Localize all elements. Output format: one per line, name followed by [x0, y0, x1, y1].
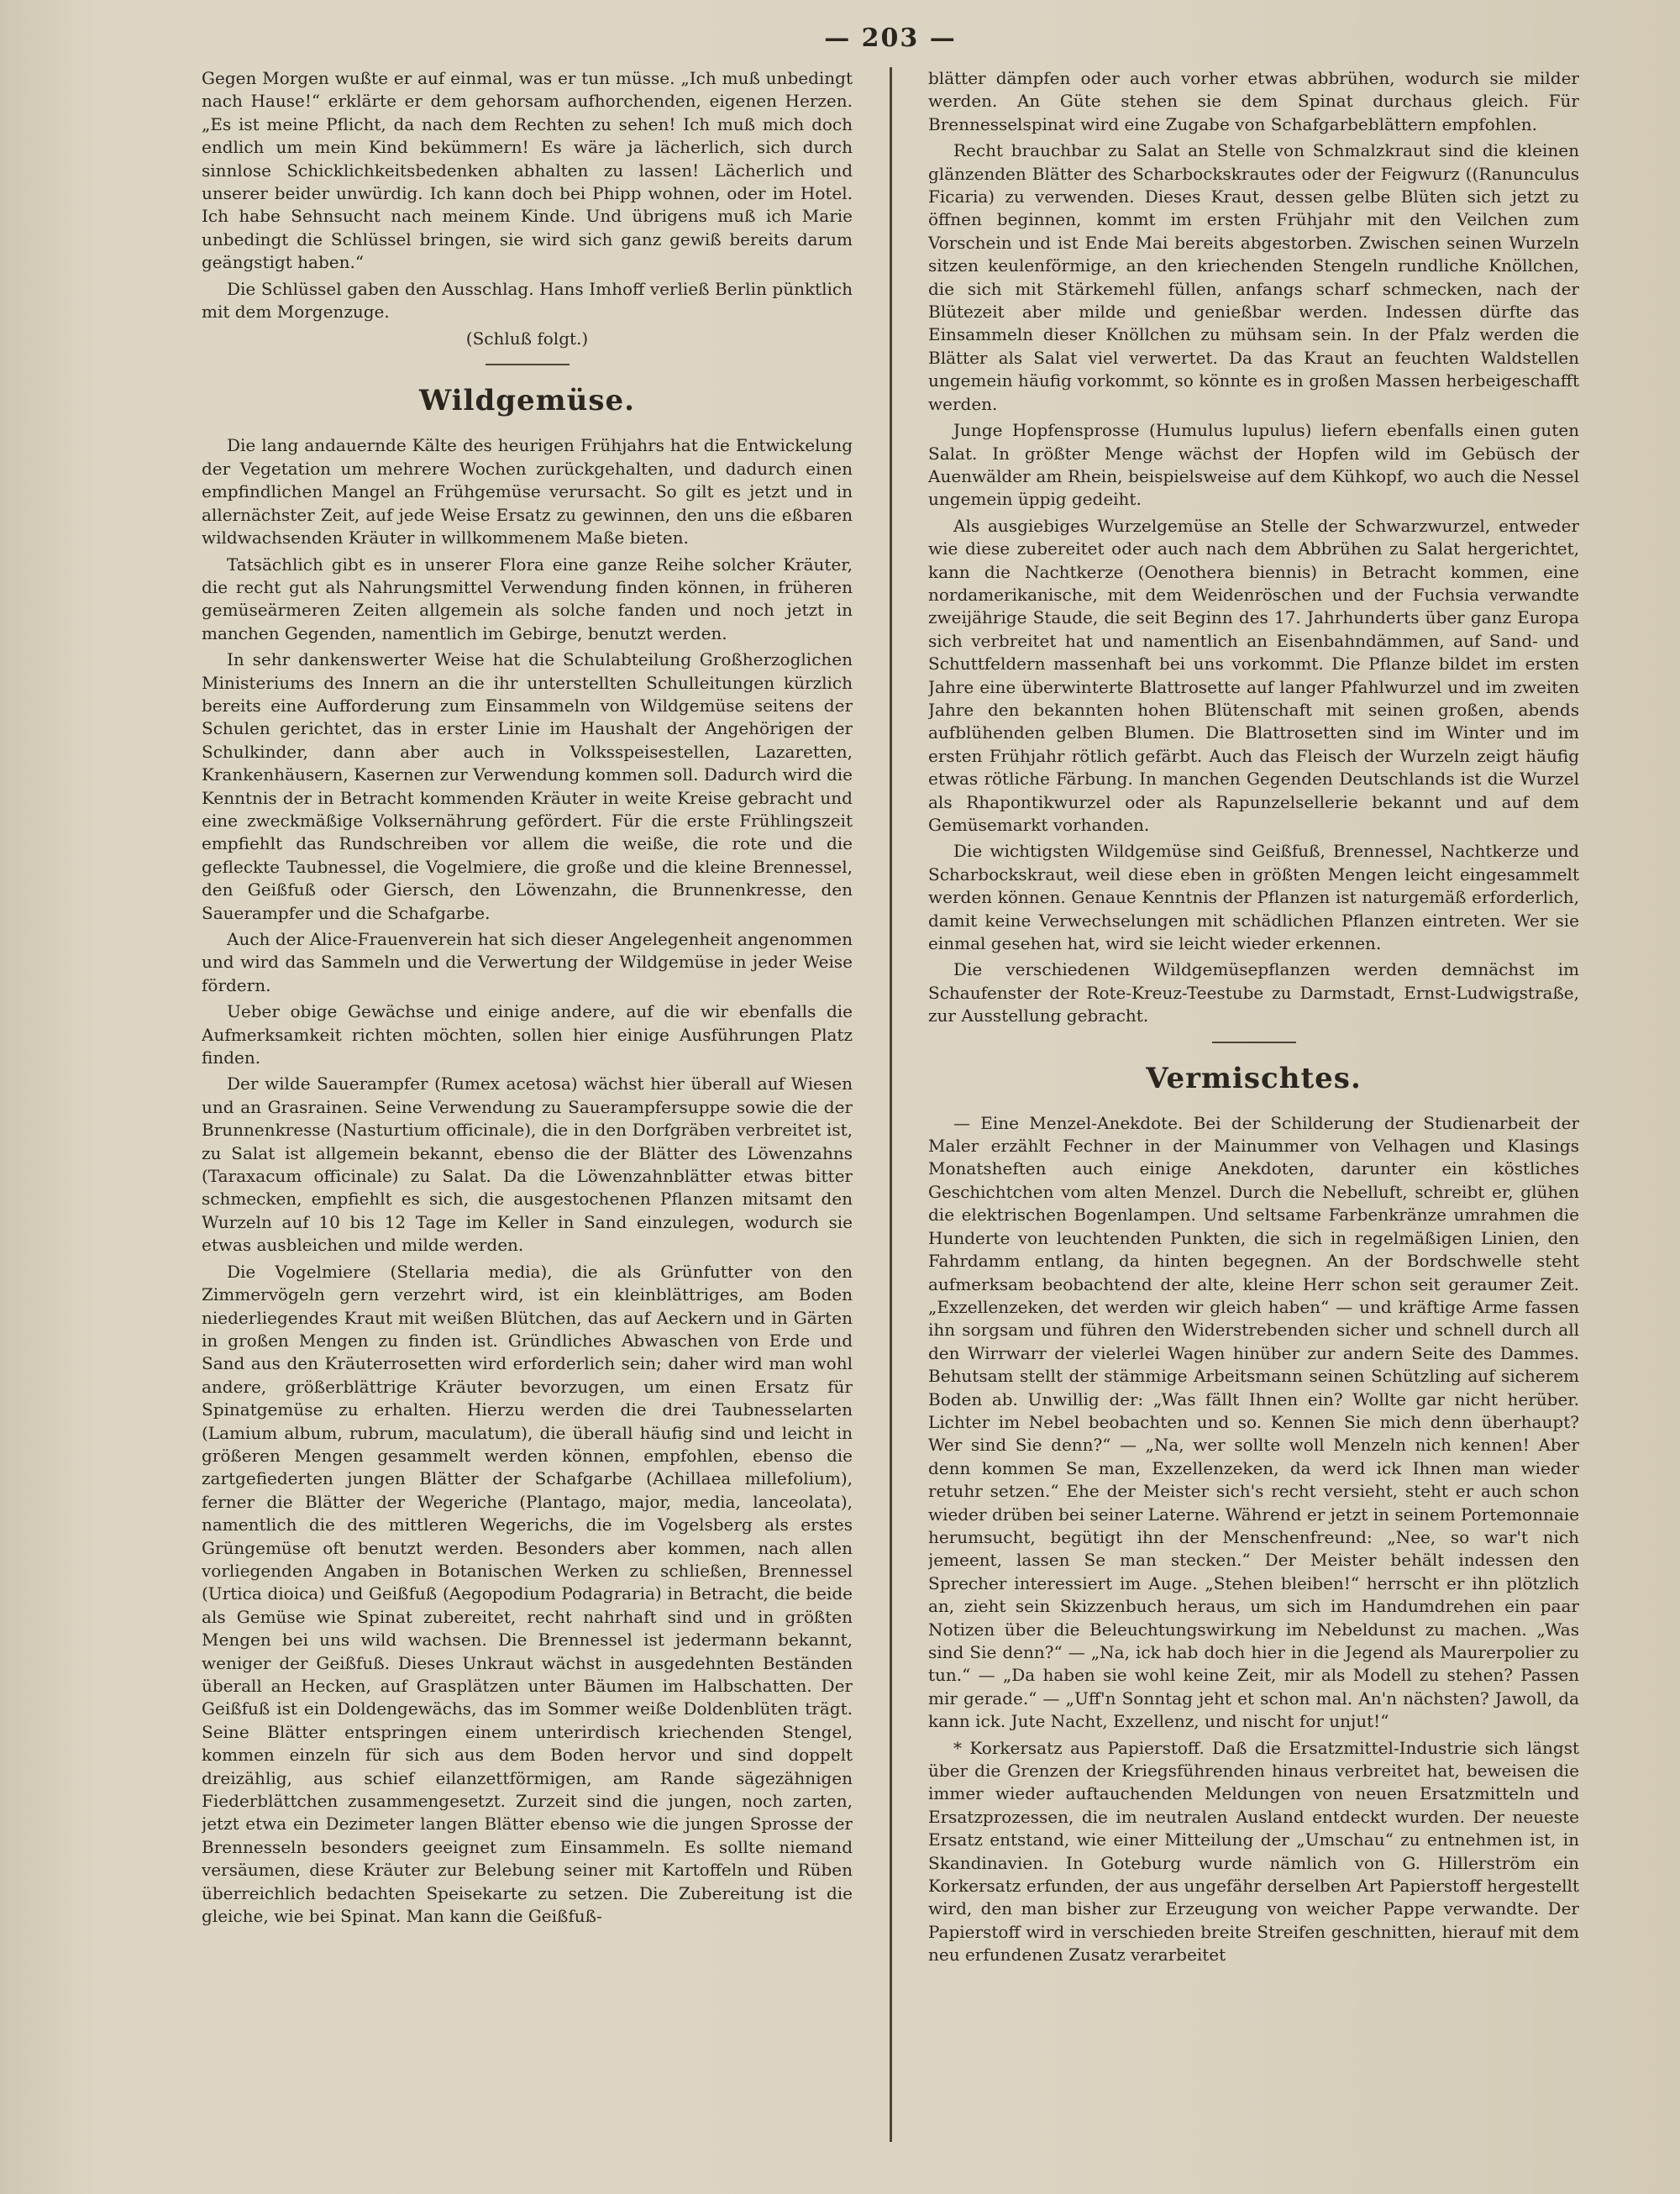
- article-paragraph: Der wilde Sauerampfer (Rumex acetosa) wächst hier überall auf Wiesen und an Grasrainen. Seine Verwendung zu Sauerampfersuppe sowie die der Brunnenkresse (Nasturtium officinale), die in den Dorfgräben verbreitet ist, zu Salat ist allgemein bekannt, ebenso die der Blätter des Löwenzahns (Taraxacum officinale) zu Salat. Da die Löwenzahnblätter etwas bitter schmecken, empfiehlt es sich, die ausgestochenen Pflanzen mitsamt den Wurzeln auf 10 bis 12 Tage im Keller in Sand einzulegen, wodurch sie etwas ausbleichen und milde werden.: [202, 1073, 853, 1256]
- column-divider: [890, 67, 892, 2142]
- article-paragraph: Die lang andauernde Kälte des heurigen Frühjahrs hat die Entwickelung der Vegetation um mehrere Wochen zurückgehalten, und dadurch einen empfindlichen Mangel an Frühgemüse verursacht. So gilt es jetzt und in allernächster Zeit, auf jede Weise Ersatz zu gewinnen, den uns die eßbaren wildwachsenden Kräuter in willkommenem Maße bieten.: [202, 435, 853, 548]
- page-number: — 203 —: [824, 24, 957, 53]
- left-column: [202, 67, 853, 2150]
- article-paragraph: Die wichtigsten Wildgemüse sind Geißfuß, Brennessel, Nachtkerze und Scharbockskraut, weil diese eben in größten Mengen leicht eingesammelt werden können. Genaue Kenntnis der Pflanzen ist naturgemäß erforderlich, damit keine Verwechselungen mit schädlichen Pflanzen eintreten. Wer sie einmal gesehen hat, wird sie leicht wieder erkennen.: [928, 841, 1579, 954]
- article-paragraph: blätter dämpfen oder auch vorher etwas abbrühen, wodurch sie milder werden. An Güte stehen sie dem Spinat durchaus gleich. Für Brennesselspinat wird eine Zugabe von Schafgarbeblättern empfohlen.: [928, 68, 1579, 134]
- article-paragraph: Recht brauchbar zu Salat an Stelle von Schmalzkraut sind die kleinen glänzenden Blätter des Scharbockskrautes oder der Feigwurz ((Ranunculus Ficaria) zu verwenden. Dieses Kraut, dessen gelbe Blüten sich jetzt zu öffnen beginnen, kommt im ersten Frühjahr mit den Veilchen zum Vorschein und ist Ende Mai bereits abgestorben. Zwischen seinen Wurzeln sitzen keulenförmige, an den kriechenden Stengeln rundliche Knöllchen, die sich mit Stärkemehl füllen, anfangs scharf schmecken, nach der Blütezeit aber milde und genießbar werden. Indessen dürfte das Einsammeln dieser Knöllchen zu mühsam sein. In der Pfalz werden die Blätter als Salat viel verwertet. Da das Kraut an feuchten Waldstellen ungemein häufig vorkommt, so könnte es in großen Massen herbeigeschafft werden.: [928, 140, 1579, 414]
- article-title: Wildgemüse.: [419, 384, 635, 418]
- columns: [202, 67, 1579, 2150]
- story-paragraph: Die Schlüssel gaben den Ausschlag. Hans Imhoff verließ Berlin pünktlich mit dem Morgenzuge.: [202, 278, 853, 323]
- article-paragraph: Auch der Alice-Frauenverein hat sich dieser Angelegenheit angenommen und wird das Sammeln und die Verwertung der Wildgemüse in jeder Weise fördern.: [202, 929, 853, 995]
- article-paragraph: Tatsächlich gibt es in unserer Flora eine ganze Reihe solcher Kräuter, die recht gut als Nahrungsmittel Verwendung finden können, in früheren gemüseärmeren Zeiten allgemein als solche fanden und noch jetzt in manchen Gegenden, namentlich im Gebirge, benutzt werden.: [202, 554, 853, 643]
- continuation-note: (Schluß folgt.): [465, 328, 589, 349]
- article-paragraph: Als ausgiebiges Wurzelgemüse an Stelle der Schwarzwurzel, entweder wie diese zubereitet oder auch nach dem Abbrühen zu Salat hergerichtet, kann die Nachtkerze (Oenothera biennis) in Betracht kommen, eine nordamerikanische, mit dem Weidenröschen und der Fuchsia verwandte zweijährige Staude, die seit Beginn des 17. Jahrhunderts über ganz Europa sich verbreitet hat und namentlich an Eisenbahndämmen, auf Sand- und Schuttfeldern massenhaft bei uns vorkommt. Die Pflanze bildet im ersten Jahre eine überwinterte Blattrosette auf langer Pfahlwurzel und im zweiten Jahre den bekannten hohen Blütenschaft mit seinen großen, abends aufblühenden gelben Blumen. Die Blattrosetten sind im Winter und im ersten Frühjahr rötlich gefärbt. Auch das Fleisch der Wurzeln zeigt häufig etwas rötliche Färbung. In manchen Gegenden Deutschlands ist die Wurzel als Rhapontikwurzel oder als Rapunzelsellerie bekannt und auf dem Gemüsemarkt vorhanden.: [928, 515, 1579, 835]
- right-column: [928, 67, 1579, 2150]
- section-title: Vermischtes.: [1146, 1061, 1362, 1095]
- article-paragraph: Die verschiedenen Wildgemüsepflanzen werden demnächst im Schaufenster der Rote-Kreuz-Teestube zu Darmstadt, Ernst-Ludwigstraße, zur Ausstellung gebracht.: [928, 959, 1579, 1026]
- story-paragraph: Gegen Morgen wußte er auf einmal, was er tun müsse. „Ich muß unbedingt nach Hause!“ erklärte er dem gehorsam aufhorchenden, eigenen Herzen. „Es ist meine Pflicht, da nach dem Rechten zu sehen! Ich muß mich doch endlich um mein Kind bekümmern! Es wäre ja lächerlich, sich durch sinnlose Schicklichkeitsbedenken abhalten zu lassen! Lächerlich und unserer beider unwürdig. Ich kann doch bei Phipp wohnen, oder im Hotel. Ich habe Sehnsucht nach meinem Kinde. Und übrigens muß ich Marie unbedingt die Schlüssel bringen, sie wird sich ganz gewiß bereits darum geängstigt haben.“: [202, 68, 853, 273]
- miscellany-paragraph: — Eine Menzel-Anekdote. Bei der Schilderung der Studienarbeit der Maler erzählt Fechner in der Mainummer von Velhagen und Klasings Monatsheften auch einige Anekdoten, darunter ein köstliches Geschichtchen vom alten Menzel. Durch die Nebelluft, schreibt er, glühen die elektrischen Bogenlampen. Und seltsame Farbenkränze umrahmen die Hunderte von leuchtenden Punkten, die sich in regelmäßigen Linien, den Fahrdamm entlang, da hinten begegnen. An der Bordschwelle steht aufmerksam beobachtend der alte, kleine Herr schon seit geraumer Zeit. „Exzellenzeken, det werden wir gleich haben“ — und kräftige Arme fassen ihn sorgsam und führen den Widerstrebenden sicher und schnell durch all den Wirrwarr der vielerlei Wagen hinüber zur andern Seite des Dammes. Behutsam stellt der stämmige Arbeitsmann seinen Schützling auf sicherem Boden ab. Unwillig der: „Was fällt Ihnen ein? Wollte gar nicht herüber. Lichter im Nebel beobachten und so. Kennen Sie mich denn überhaupt? Wer sind Sie denn?“ — „Na, wer sollte woll Menzeln nich kennen! Aber denn kommen Se man, Exzellenzeken, da werd ick Ihnen man wieder retuhr setzen.“ Ehe der Meister sich's recht versieht, steht er auch schon wieder drüben bei seiner Laterne. Während er jetzt in seinem Portemonnaie herumsucht, begütigt ihn der Menschenfreund: „Nee, so war't nich jemeent, lassen Se man stecken.“ Der Meister behält indessen den Sprecher interessiert im Auge. „Stehen bleiben!“ herrscht er ihn plötzlich an, zieht sein Skizzenbuch heraus, um sich im Handumdrehen ein paar Notizen über die Beleuchtungswirkung im Nebeldunst zu machen. „Was sind Sie denn?“ — „Na, ick hab doch hier in die Jegend als Maurerpolier zu tun.“ — „Da haben sie wohl keine Zeit, mir als Modell zu stehen? Passen mir gerade.“ — „Uff'n Sonntag jeht et schon mal. An'n nächsten? Jawoll, da kann ick. Jute Nacht, Exzellenz, und nischt for unjut!“: [928, 1112, 1579, 1732]
- miscellany-paragraph: * Korkersatz aus Papierstoff. Daß die Ersatzmittel-Industrie sich längst über die Grenzen der Kriegsführenden hinaus verbreitet hat, beweisen die immer wieder auftauchenden Meldungen von neuen Ersatzmitteln und Ersatzprozessen, die im neutralen Ausland entdeckt wurden. Der neueste Ersatz entstand, wie einer Mitteilung der „Umschau“ zu entnehmen ist, in Skandinavien. In Goteburg wurde nämlich von G. Hillerström ein Korkersatz erfunden, der aus ungefähr derselben Art Papierstoff hergestellt wird, den man bisher zur Erzeugung von weicher Pappe verwandte. Der Papierstoff wird in verschieden breite Streifen geschnitten, hierauf mit dem neu erfundenen Zusatz verarbeitet: [928, 1737, 1579, 1966]
- article-paragraph: Ueber obige Gewächse und einige andere, auf die wir ebenfalls die Aufmerksamkeit richten möchten, sollen hier einige Ausführungen Platz finden.: [202, 1001, 853, 1068]
- article-paragraph: In sehr dankenswerter Weise hat die Schulabteilung Großherzoglichen Ministeriums des Innern an die ihr unterstellten Schulleitungen kürzlich bereits eine Aufforderung zum Einsammeln von Wildgemüse seitens der Schulen gerichtet, das in erster Linie im Haushalt der Angehörigen der Schulkinder, dann aber auch in Volksspeisestellen, Lazaretten, Krankenhäusern, Kasernen zur Verwendung kommen soll. Dadurch wird die Kenntnis der in Betracht kommenden Kräuter in weite Kreise gebracht und eine zweckmäßige Volksernährung gefördert. Für die erste Frühlingszeit empfiehlt das Rundschreiben vor allem die weiße, die rote und die gefleckte Taubnessel, die Vogelmiere, die große und die kleine Brennessel, den Geißfuß oder Giersch, den Löwenzahn, die Brunnenkresse, den Sauerampfer und die Schafgarbe.: [202, 649, 853, 923]
- divider: [1212, 1042, 1296, 1043]
- article-paragraph: Die Vogelmiere (Stellaria media), die als Grünfutter von den Zimmervögeln gern verzehrt wird, ist ein kleinblättriges, am Boden niederliegendes Kraut mit weißen Blütchen, das auf Aeckern und in Gärten in großen Mengen zu finden ist. Gründliches Abwaschen von Erde und Sand aus den Kräuterrosetten wird erforderlich sein; daher wird man wohl andere, größerblättrige Kräuter bevorzugen, um einen Ersatz für Spinatgemüse zu erhalten. Hierzu werden die drei Taubnesselarten (Lamium album, rubrum, maculatum), die überall häufig sind und leicht in größeren Mengen gesammelt werden können, empfohlen, ebenso die zartgefiederten jungen Blätter der Schafgarbe (Achillaea millefolium), ferner die Blätter der Wegeriche (Plantago, major, media, lanceolata), namentlich die des mittleren Wegerichs, die im Vogelsberg als erstes Grüngemüse oft benutzt werden. Besonders aber kommen, nach allen vorliegenden Angaben in Botanischen Werken zu schließen, Brennessel (Urtica dioica) und Geißfuß (Aegopodium Podagraria) in Betracht, die beide als Gemüse wie Spinat zubereitet, recht nahrhaft sind und in größten Mengen bei uns wild wachsen. Die Brennessel ist jedermann bekannt, weniger der Geißfuß. Dieses Unkraut wächst in ausgedehnten Beständen überall an Hecken, auf Grasplätzen unter Bäumen im Halbschatten. Der Geißfuß ist ein Doldengewächs, das im Sommer weiße Doldenblüten trägt. Seine Blätter entspringen einem unterirdisch kriechenden Stengel, kommen einzeln für sich aus dem Boden hervor und sind doppelt dreizählig, aus schief eilanzettförmigen, am Rande sägezähnigen Fiederblättchen zusammengesetzt. Zurzeit sind die jungen, noch zarten, jetzt etwa ein Dezimeter langen Blätter ebenso wie die jungen Sprosse der Brennesseln besonders geeignet zum Einsammeln. Es sollte niemand versäumen, diese Kräuter zur Belebung seiner mit Kartoffeln und Rüben überreichlich bedachten Speisekarte zu setzen. Die Zubereitung ist die gleiche, wie bei Spinat. Man kann die Geißfuß-: [202, 1261, 853, 1927]
- article-paragraph: Junge Hopfensprosse (Humulus lupulus) liefern ebenfalls einen guten Salat. In größter Menge wächst der Hopfen wild im Gebüsch der Auenwälder am Rhein, beispielsweise auf dem Kühkopf, wo auch die Nessel ungemein üppig gedeiht.: [928, 420, 1579, 510]
- divider: [486, 364, 570, 365]
